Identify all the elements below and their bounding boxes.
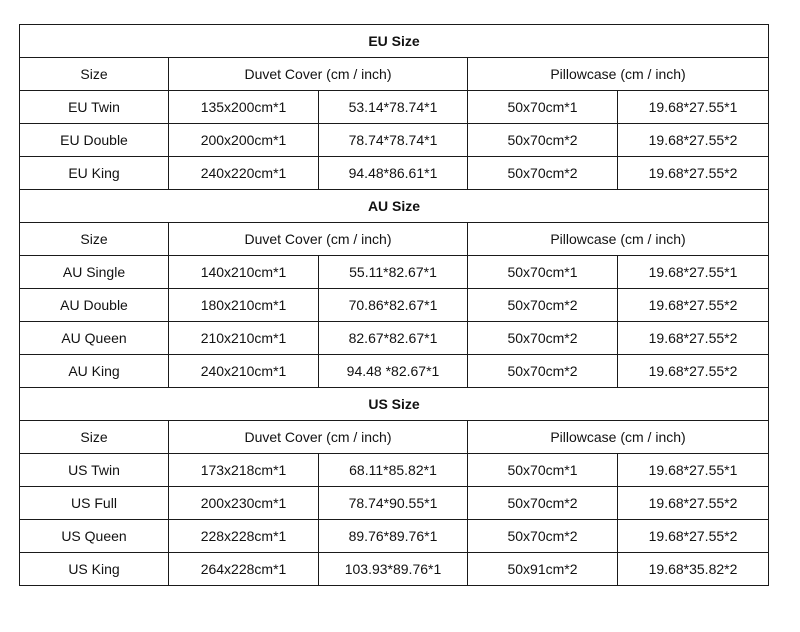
pillowcase-cm-cell: 50x70cm*1 [468,256,618,289]
duvet-inch-cell: 53.14*78.74*1 [319,91,468,124]
duvet-inch-cell: 78.74*90.55*1 [319,487,468,520]
table-row [20,91,769,124]
table-row [20,487,769,520]
duvet-cover-column-header: Duvet Cover (cm / inch) [169,58,468,91]
pillowcase-inch-cell: 19.68*35.82*2 [618,553,769,586]
duvet-cm-cell: 264x228cm*1 [169,553,319,586]
section-title: EU Size [20,25,769,58]
duvet-cm-cell: 200x200cm*1 [169,124,319,157]
pillowcase-cm-cell: 50x70cm*2 [468,487,618,520]
pillowcase-column-header: Pillowcase (cm / inch) [468,223,769,256]
size-name-cell: US Twin [20,454,169,487]
column-header-row [20,421,769,454]
duvet-cm-cell: 135x200cm*1 [169,91,319,124]
pillowcase-cm-cell: 50x70cm*2 [468,157,618,190]
size-name-cell: AU Queen [20,322,169,355]
size-name-cell: AU Single [20,256,169,289]
duvet-cm-cell: 173x218cm*1 [169,454,319,487]
column-header-row [20,58,769,91]
duvet-cover-column-header: Duvet Cover (cm / inch) [169,223,468,256]
pillowcase-inch-cell: 19.68*27.55*2 [618,289,769,322]
pillowcase-inch-cell: 19.68*27.55*2 [618,124,769,157]
pillowcase-cm-cell: 50x70cm*2 [468,289,618,322]
duvet-cm-cell: 200x230cm*1 [169,487,319,520]
pillowcase-inch-cell: 19.68*27.55*2 [618,322,769,355]
pillowcase-cm-cell: 50x70cm*2 [468,520,618,553]
size-column-header: Size [20,421,169,454]
size-name-cell: US Queen [20,520,169,553]
duvet-inch-cell: 94.48 *82.67*1 [319,355,468,388]
duvet-inch-cell: 103.93*89.76*1 [319,553,468,586]
duvet-inch-cell: 94.48*86.61*1 [319,157,468,190]
duvet-inch-cell: 55.11*82.67*1 [319,256,468,289]
size-column-header: Size [20,58,169,91]
pillowcase-column-header: Pillowcase (cm / inch) [468,58,769,91]
pillowcase-inch-cell: 19.68*27.55*2 [618,520,769,553]
section-title: AU Size [20,190,769,223]
pillowcase-cm-cell: 50x91cm*2 [468,553,618,586]
pillowcase-inch-cell: 19.68*27.55*1 [618,454,769,487]
pillowcase-cm-cell: 50x70cm*1 [468,91,618,124]
duvet-inch-cell: 78.74*78.74*1 [319,124,468,157]
table-row [20,553,769,586]
pillowcase-cm-cell: 50x70cm*2 [468,124,618,157]
pillowcase-inch-cell: 19.68*27.55*1 [618,256,769,289]
duvet-cm-cell: 240x220cm*1 [169,157,319,190]
table-row [20,124,769,157]
column-header-row [20,223,769,256]
duvet-cm-cell: 240x210cm*1 [169,355,319,388]
size-name-cell: AU King [20,355,169,388]
duvet-inch-cell: 89.76*89.76*1 [319,520,468,553]
duvet-inch-cell: 68.11*85.82*1 [319,454,468,487]
section-title-row [20,388,769,421]
duvet-cm-cell: 228x228cm*1 [169,520,319,553]
table-row [20,520,769,553]
table-row [20,289,769,322]
table-row [20,256,769,289]
section-title-row [20,25,769,58]
duvet-cm-cell: 210x210cm*1 [169,322,319,355]
pillowcase-cm-cell: 50x70cm*1 [468,454,618,487]
section-title: US Size [20,388,769,421]
duvet-inch-cell: 70.86*82.67*1 [319,289,468,322]
duvet-inch-cell: 82.67*82.67*1 [319,322,468,355]
pillowcase-column-header: Pillowcase (cm / inch) [468,421,769,454]
pillowcase-inch-cell: 19.68*27.55*1 [618,91,769,124]
size-chart-table [19,24,769,586]
size-column-header: Size [20,223,169,256]
size-name-cell: US Full [20,487,169,520]
table-row [20,157,769,190]
size-name-cell: AU Double [20,289,169,322]
table-row [20,454,769,487]
size-name-cell: EU Twin [20,91,169,124]
pillowcase-cm-cell: 50x70cm*2 [468,322,618,355]
pillowcase-cm-cell: 50x70cm*2 [468,355,618,388]
duvet-cover-column-header: Duvet Cover (cm / inch) [169,421,468,454]
pillowcase-inch-cell: 19.68*27.55*2 [618,487,769,520]
pillowcase-inch-cell: 19.68*27.55*2 [618,355,769,388]
pillowcase-inch-cell: 19.68*27.55*2 [618,157,769,190]
size-name-cell: EU Double [20,124,169,157]
table-row [20,322,769,355]
table-row [20,355,769,388]
size-name-cell: EU King [20,157,169,190]
size-name-cell: US King [20,553,169,586]
duvet-cm-cell: 180x210cm*1 [169,289,319,322]
duvet-cm-cell: 140x210cm*1 [169,256,319,289]
section-title-row [20,190,769,223]
size-chart-body [20,25,769,586]
